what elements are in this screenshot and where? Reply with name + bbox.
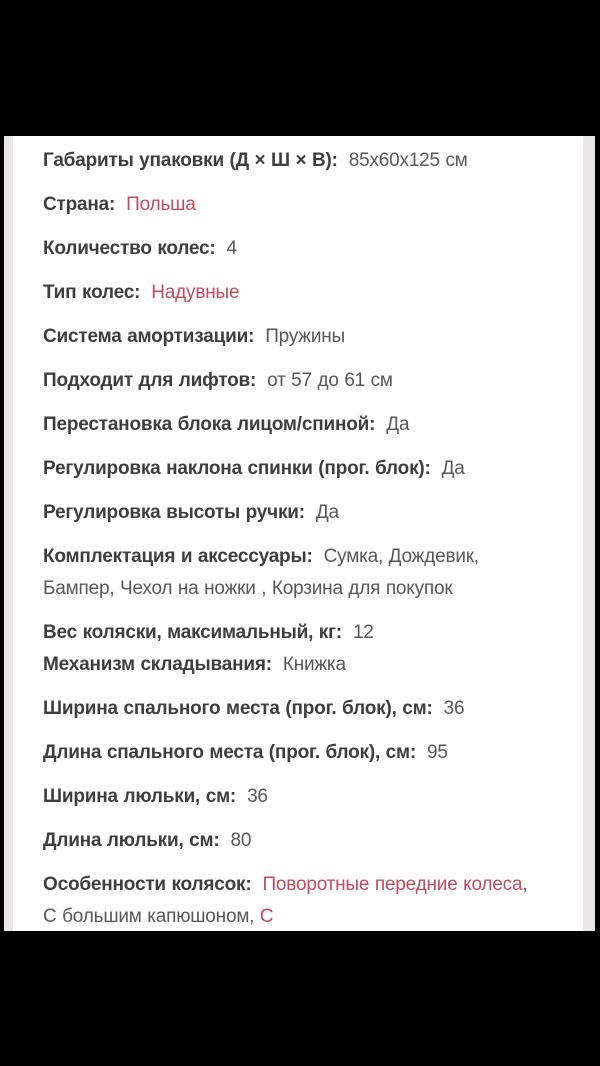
spec-label: Механизм складывания: — [43, 654, 272, 675]
spec-value: 36 — [247, 786, 268, 807]
spec-row-elevator-fit — [43, 365, 539, 397]
spec-value: Сумка, Дождевик, Бампер, Чехол на ножки , Корзина для покупок — [43, 546, 479, 599]
spec-value: Да — [441, 458, 465, 479]
feature-link-swivel-wheels[interactable]: Поворотные передние колеса — [262, 874, 523, 895]
spec-label: Длина люльки, см: — [43, 830, 220, 851]
spec-label: Габариты упаковки (Д × Ш × В): — [43, 150, 338, 171]
spec-label: Регулировка высоты ручки: — [43, 502, 305, 523]
spec-row-max-weight — [43, 617, 539, 649]
spec-label: Перестановка блока лицом/спиной: — [43, 414, 376, 435]
spec-label: Ширина спального места (прог. блок), см: — [43, 698, 433, 719]
feature-plain-text: , С большим капюшоном, — [43, 874, 528, 927]
spec-row-country — [43, 189, 539, 221]
spec-value: Книжка — [282, 654, 346, 675]
spec-row-suspension — [43, 321, 539, 353]
spec-value: 36 — [443, 698, 465, 719]
feature-link-truncated[interactable]: С — [259, 906, 274, 927]
spec-label: Тип колес: — [43, 282, 141, 303]
spec-value: Да — [315, 502, 339, 523]
specs-card — [13, 136, 583, 931]
spec-row-bassinet-width — [43, 781, 539, 813]
spec-value: Пружины — [265, 326, 345, 347]
spec-row-package-dimensions — [43, 145, 539, 177]
spec-label: Количество колес: — [43, 238, 216, 259]
spec-row-sleep-width — [43, 693, 539, 725]
spec-row-wheel-count — [43, 233, 539, 265]
spec-label: Особенности колясок: — [43, 874, 252, 895]
spec-label: Страна: — [43, 194, 116, 215]
spec-row-features — [43, 869, 539, 931]
spec-label: Система амортизации: — [43, 326, 255, 347]
spec-value: 80 — [230, 830, 252, 851]
spec-label: Вес коляски, максимальный, кг: — [43, 622, 342, 643]
spec-value: от 57 до 61 см — [267, 370, 393, 391]
spec-label: Подходит для лифтов: — [43, 370, 257, 391]
spec-value: 12 — [352, 622, 374, 643]
spec-row-wheel-type — [43, 277, 539, 309]
spec-row-seat-reversal — [43, 409, 539, 441]
spec-value-link[interactable]: Польша — [126, 194, 196, 215]
spec-label: Регулировка наклона спинки (прог. блок): — [43, 458, 431, 479]
spec-row-fold-mechanism — [43, 649, 539, 681]
spec-label: Длина спального места (прог. блок), см: — [43, 742, 417, 763]
spec-value: 85x60x125 см — [348, 150, 468, 171]
spec-label: Комплектация и аксессуары: — [43, 546, 313, 567]
spec-row-sleep-length — [43, 737, 539, 769]
product-specs-page — [4, 136, 595, 931]
spec-label: Ширина люльки, см: — [43, 786, 237, 807]
spec-row-accessories — [43, 541, 539, 605]
spec-row-backrest-recline — [43, 453, 539, 485]
spec-row-bassinet-length — [43, 825, 539, 857]
spec-row-handle-height — [43, 497, 539, 529]
spec-value-link[interactable]: Надувные — [151, 282, 240, 303]
spec-value: 95 — [427, 742, 448, 763]
spec-value: 4 — [226, 238, 237, 259]
spec-value: Да — [386, 414, 410, 435]
